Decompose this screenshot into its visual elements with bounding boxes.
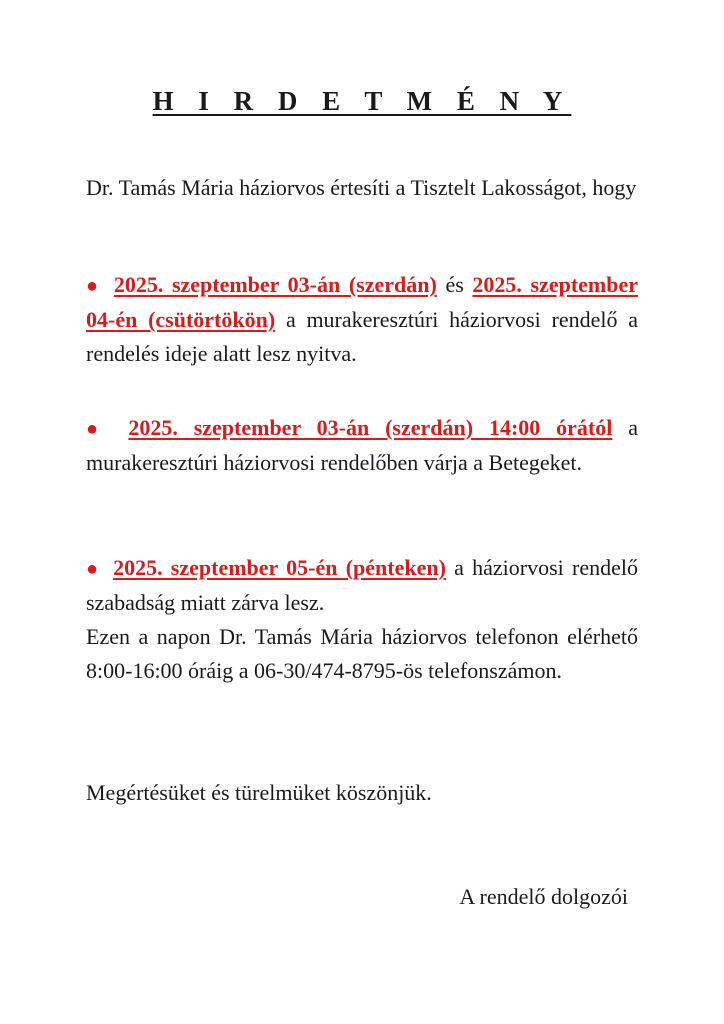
notice-text-1: a murakeresztúri háziorvosi rendelő a rendelés ideje alatt lesz nyitva.	[86, 307, 639, 366]
notice-connector: és	[445, 272, 464, 297]
bullet-icon: ●	[86, 275, 102, 297]
notice-extra-3: Ezen a napon Dr. Tamás Mária háziorvos telefonon elérhető 8:00-16:00 óráig a 06-30/474-8795-ös telefonszámon.	[86, 624, 638, 683]
notice-date-2: 2025. szeptember 03-án (szerdán) 14:00 órától	[128, 415, 613, 440]
notice-date-1a: 2025. szeptember 03-án (szerdán)	[113, 272, 437, 297]
signature: A rendelő dolgozói	[459, 884, 628, 909]
page-title: H I R D E T M É N Y	[152, 86, 572, 116]
bullet-icon: ●	[86, 558, 101, 580]
bullet-icon: ●	[86, 418, 109, 440]
intro-paragraph: Dr. Tamás Mária háziorvos értesíti a Tisztelt Lakosságot, hogy	[86, 175, 637, 200]
thanks-line: Megértésüket és türelmüket köszönjük.	[86, 780, 432, 805]
notice-date-3: 2025. szeptember 05-én (pénteken)	[113, 555, 446, 580]
notice-item-1	[86, 268, 638, 371]
notice-item-3	[86, 551, 638, 688]
notice-text-2: a murakeresztúri háziorvosi rendelőben várja a Betegeket.	[86, 415, 638, 475]
notice-item-2	[86, 411, 638, 480]
notice-date-1b: 2025. szeptember 04-én (csütörtökön)	[86, 272, 639, 332]
notice-text-3: a háziorvosi rendelő szabadság miatt zárva lesz.	[86, 555, 638, 615]
